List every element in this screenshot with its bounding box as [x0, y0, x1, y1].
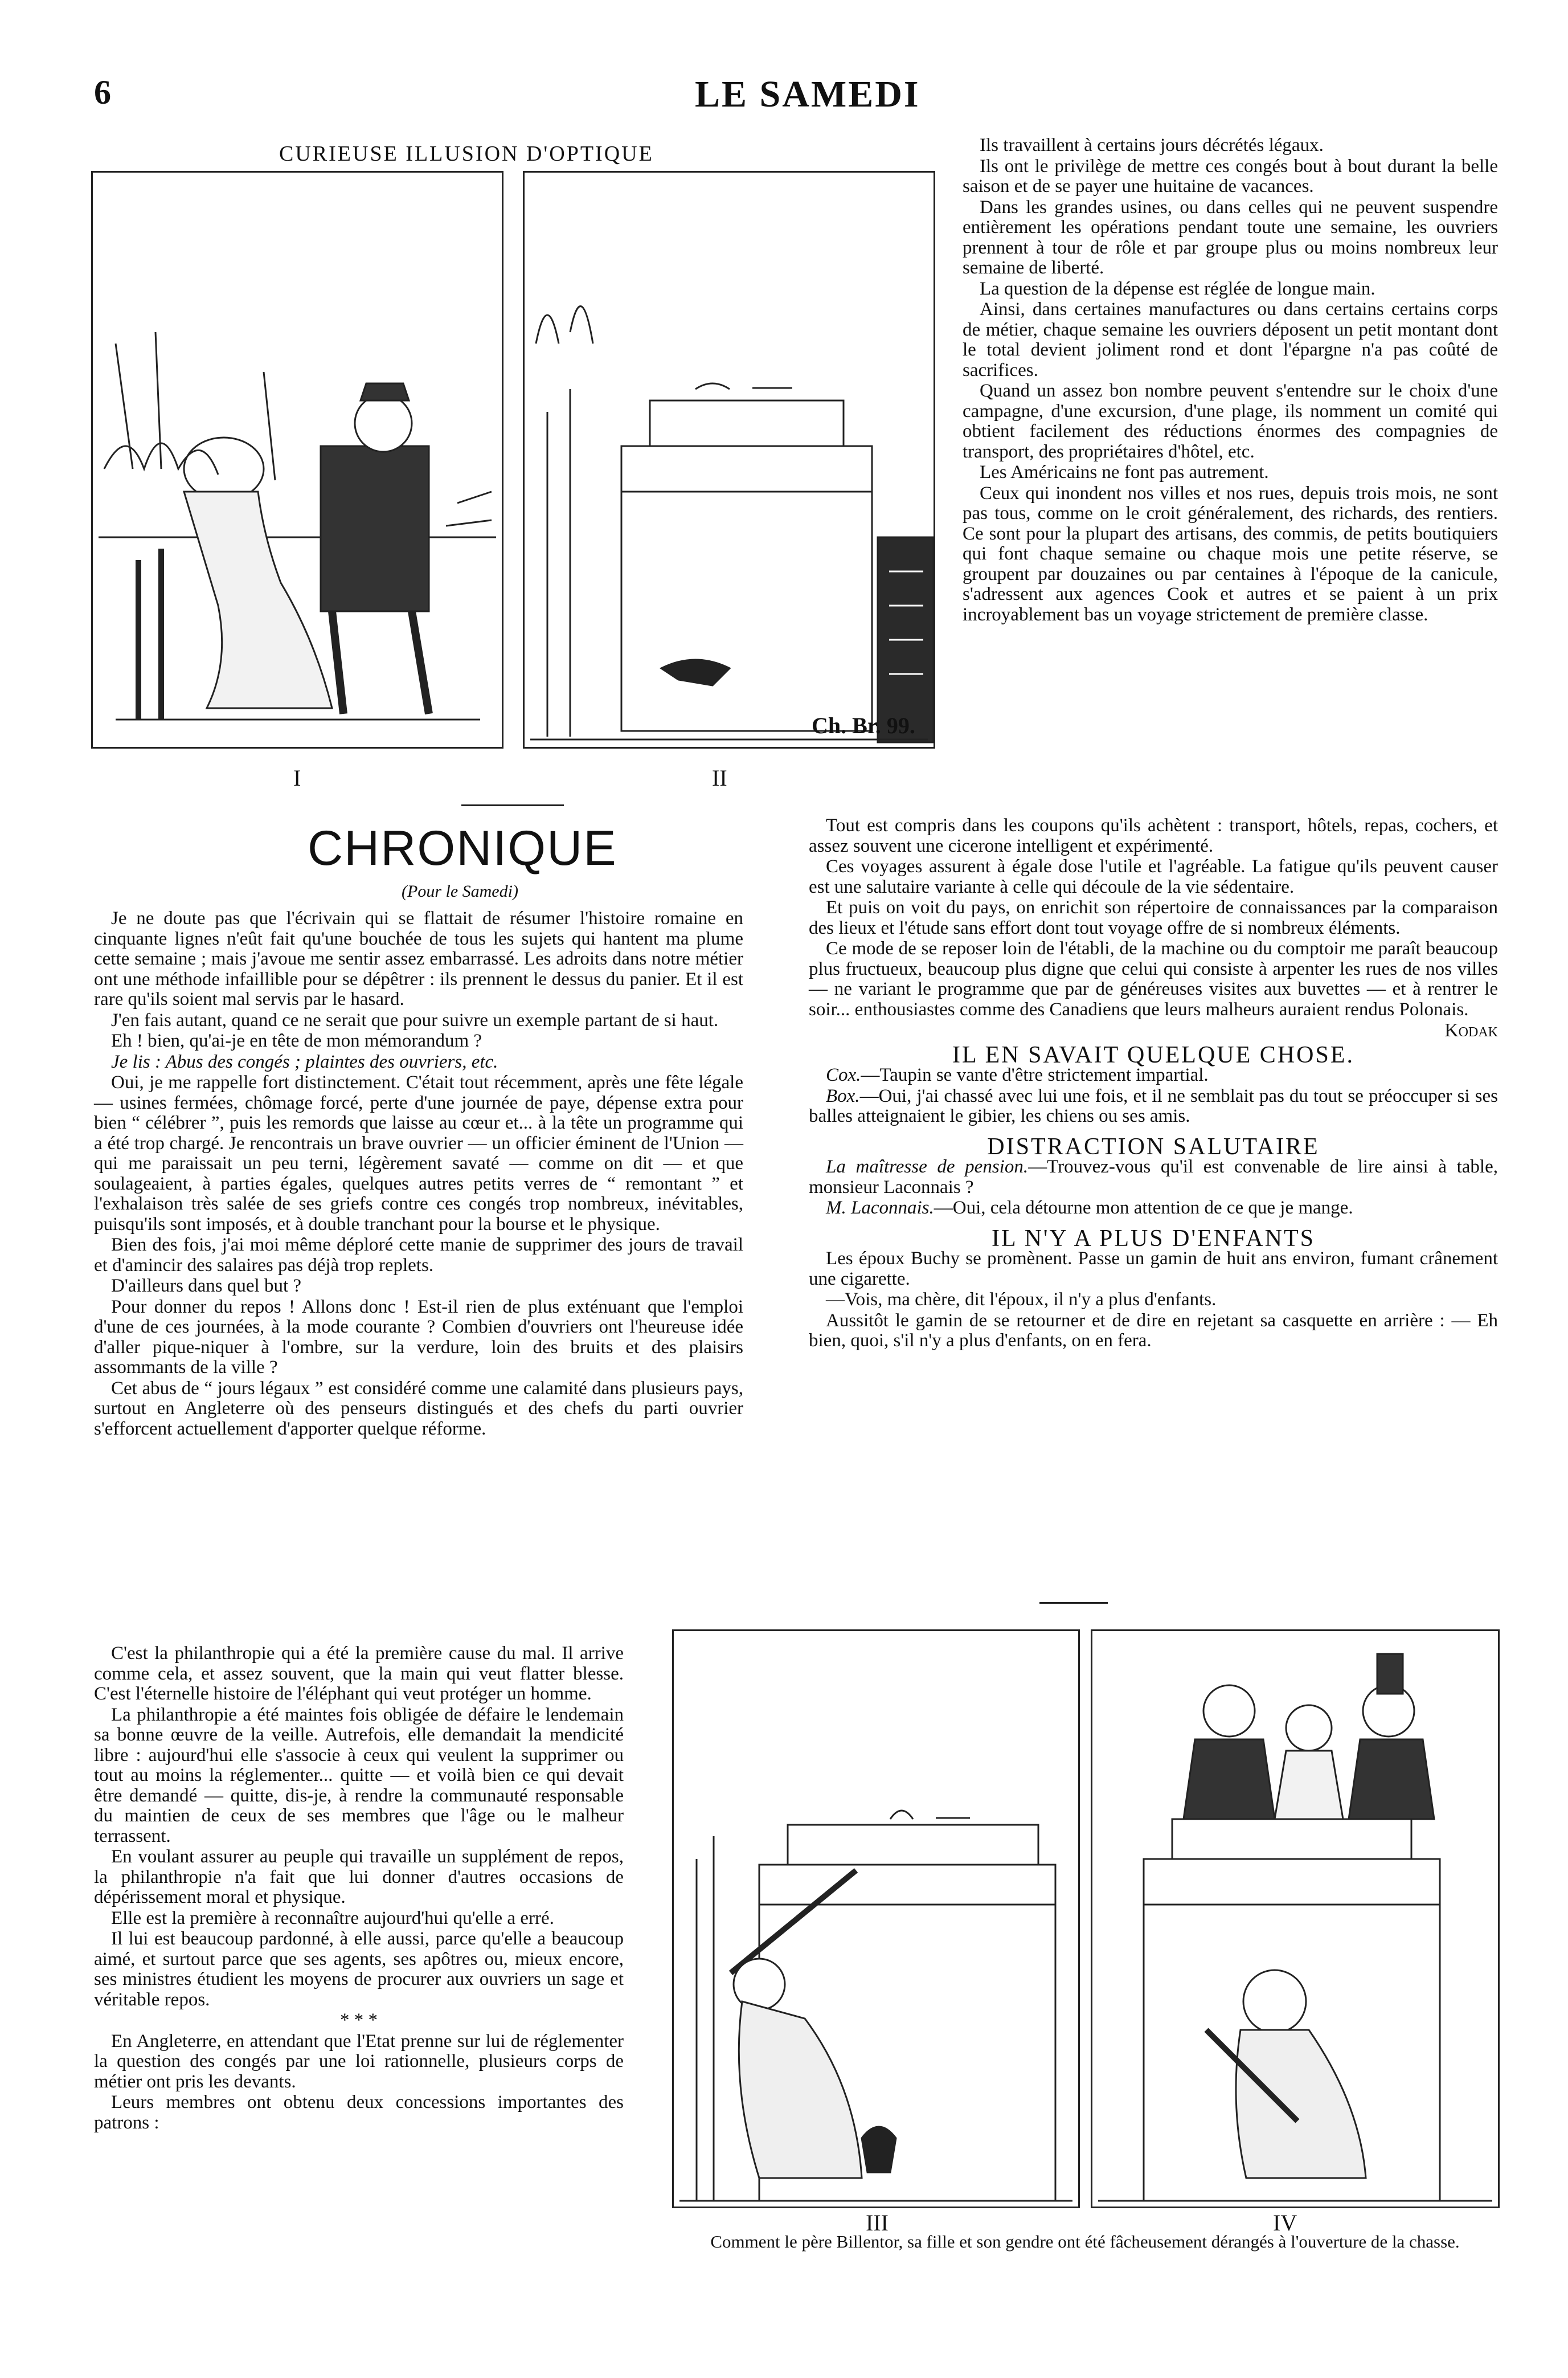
- panel-2-illustration: [523, 171, 935, 749]
- anecdote-line: [809, 1157, 1498, 1198]
- paragraph: Ils ont le privilège de mettre ces congés bout à bout durant la belle saison et de se payer une huitaine de vacances.: [963, 156, 1498, 197]
- paragraph: Je ne doute pas que l'écrivain qui se flattait de résumer l'histoire romaine en cinquante lignes n'eût fait qu'une bouchée de tous les sujets qui hantent ma plume cette semaine ; mais j'avoue me sentir assez embarrassé. Les adroits dans notre métier ont une méthode infaillible pour se dépêtrer : ils prennent le dessus du panier. Et il est rare qu'ils soient mal servis par le hasard.: [94, 908, 743, 1010]
- speaker: Cox.: [826, 1065, 861, 1085]
- line-text: —Oui, cela détourne mon attention de ce que je mange.: [934, 1198, 1353, 1218]
- paragraph: Je lis : Abus des congés ; plaintes des ouvriers, etc.: [111, 1051, 498, 1072]
- paragraph: En voulant assurer au peuple qui travaille un supplément de repos, la philanthropie n'a fait que lui donner d'autres occasions de dépérissement moral et physique.: [94, 1846, 624, 1907]
- panel-3-illustration: [672, 1629, 1080, 2208]
- anecdote-title: DISTRACTION SALUTAIRE: [987, 1133, 1320, 1160]
- chronique-title: CHRONIQUE: [308, 821, 617, 876]
- paragraph: C'est la philanthropie qui a été la première cause du mal. Il arrive comme cela, et assez souvent, que la main qui veut flatter blesse. C'est l'éternelle histoire de l'éléphant qui veut protéger un homme.: [94, 1643, 624, 1704]
- paragraph: Eh ! bien, qu'ai-je en tête de mon mémorandum ?: [111, 1031, 482, 1051]
- paragraph: En Angleterre, en attendant que l'Etat prenne sur lui de réglementer la question des congés par une loi rationnelle, plusieurs corps de métier ont pris les devants.: [94, 2030, 624, 2092]
- paragraph: D'ailleurs dans quel but ?: [111, 1276, 302, 1296]
- artist-signature: Ch. Br. 99.: [812, 713, 915, 738]
- divider: [461, 804, 564, 806]
- chronique-column-right-wide: [809, 816, 1498, 1352]
- paragraph: Tout est compris dans les coupons qu'ils achètent : transport, hôtels, repas, cochers, et assez souvent une cicerone intelligent et expérimenté.: [809, 815, 1498, 856]
- chronique-column-left-narrow: [94, 1644, 624, 2134]
- panel-1-label: I: [293, 765, 301, 791]
- chronique-column-left: [94, 909, 743, 1440]
- speaker: M. Laconnais.: [826, 1198, 934, 1218]
- paragraph: Ils travaillent à certains jours décrétés légaux.: [980, 135, 1324, 156]
- speaker: La maîtresse de pension.: [826, 1157, 1029, 1177]
- anecdote-line: [809, 1198, 1498, 1219]
- paragraph: Bien des fois, j'ai moi même déploré cette manie de supprimer des jours de travail et d'amincir des salaires pas déjà trop replets.: [94, 1235, 743, 1276]
- paragraph: J'en fais autant, quand ce ne serait que pour suivre un exemple partant de si haut.: [111, 1010, 719, 1031]
- paragraph: Quand un assez bon nombre peuvent s'entendre sur le choix d'une campagne, d'une excursion, d'une plage, ils nomment un comité qui obtient facilement des réductions énormes des compagnies de transport, des propriétaires d'hôtel, etc.: [963, 381, 1498, 462]
- speaker: Box.: [826, 1085, 860, 1106]
- paragraph: Ce mode de se reposer loin de l'établi, de la machine ou du comptoir me paraît beaucoup plus fructueux, beaucoup plus digne que celui qui consiste à arpenter les rues de nos villes — ne variant le programme que par de généreuses visites aux buvettes — et à rentrer le soir... enthousiastes comme des Canadiens que leurs malheurs auraient rendus Polonais.: [809, 938, 1498, 1020]
- paragraph: La question de la dépense est réglée de longue main.: [980, 278, 1375, 299]
- paragraph: Les époux Buchy se promènent. Passe un gamin de huit ans environ, fumant crânement une cigarette.: [809, 1248, 1498, 1289]
- anecdote-title: IL EN SAVAIT QUELQUE CHOSE.: [952, 1041, 1354, 1068]
- illusion-title: CURIEUSE ILLUSION D'OPTIQUE: [279, 142, 654, 166]
- paragraph: Il lui est beaucoup pardonné, à elle aussi, parce qu'elle a beaucoup aimé, et surtout parce que ses agents, ses apôtres ou, mieux encore, ses ministres étudient les moyens de procurer aux ouvriers un sage et véritable repos.: [94, 1928, 624, 2010]
- panel-4-label: IV: [1273, 2210, 1297, 2236]
- paragraph: Pour donner du repos ! Allons donc ! Est-il rien de plus exténuant que l'emploi d'une de ces journées, à la mode courante ? Combien d'ouvriers ont l'heureuse idée d'aller pique-niquer à l'ombre, sur la verdure, loin des bruits et des plaisirs assommants de la ville ?: [94, 1296, 743, 1378]
- paragraph: La philanthropie a été maintes fois obligée de défaire le lendemain sa bonne œuvre de la veille. Autrefois, elle demandait la mendicité libre : aujourd'hui elle s'associe à ceux qui veulent la supprimer ou tout au moins la réglementer... quitte — et voilà bien ce qui devait être demandé — quitte, dis-je, à rendre la communauté responsable du maintien de ceux de ses membres que l'âge ou le malheur terrassent.: [94, 1704, 624, 1846]
- line-text: —Trouvez-vous qu'il est convenable de lire ainsi à table, monsieur Laconnais ?: [809, 1157, 1498, 1198]
- panel-3-label: III: [866, 2210, 889, 2236]
- paragraph: Ainsi, dans certaines manufactures ou dans certains certains corps de métier, chaque semaine les ouvriers déposent un petit montant dont le total devient joliment rond et dont l'épargne n'a pas coûté de sacrifices.: [963, 299, 1498, 381]
- line-text: —Oui, j'ai chassé avec lui une fois, et il ne semblait pas du tout se préoccuper si ses balles atteignaient le gibier, les chiens ou ses amis.: [809, 1085, 1498, 1126]
- paragraph: Oui, je me rappelle fort distinctement. C'était tout récemment, après une fête légale — usines fermées, chômage forcé, perte d'une journée de paye, dépense extra pour bien “ célébrer ”, puis les remords que laisse au cœur et... à la tête un programme qui a été trop chargé. Je rencontrais un brave ouvrier — un officier éminent de l'Union — qui me paraissait un peu terni, légèrement savaté — comme on dit — et que soulageaient, à parties égales, quelques autres petits verres de “ remontant ” et l'exhalaison très salée de ses griefs contre ces congés trop nombreux, inévitables, puisqu'ils sont imposés, et à double tranchant pour la bourse et le physique.: [94, 1072, 743, 1235]
- seated-couple-drawing: [93, 173, 502, 747]
- paragraph: Dans les grandes usines, ou dans celles qui ne peuvent suspendre entièrement les opérations pendant toute une semaine, les ouvriers prennent à tour de rôle et par groupe plus ou moins nombreux leur semaine de liberté.: [963, 197, 1498, 278]
- panel-2-label: II: [712, 765, 727, 791]
- panel-4-illustration: [1091, 1629, 1500, 2208]
- paragraph: Les Américains ne font pas autrement.: [980, 462, 1269, 483]
- paragraph: Ces voyages assurent à égale dose l'utile et l'agréable. La fatigue qu'ils peuvent causer est une salutaire variante à celle qui découle de la vie sédentaire.: [809, 856, 1498, 897]
- paragraph: —Vois, ma chère, dit l'époux, il n'y a plus d'enfants.: [826, 1289, 1217, 1310]
- illustration-caption: Comment le père Billentor, sa fille et son gendre ont été fâcheusement dérangés à l'ouverture de la chasse.: [710, 2232, 1460, 2252]
- garden-wall-drawing: [525, 173, 934, 747]
- masthead: LE SAMEDI: [695, 73, 920, 115]
- section-ornament: * * *: [340, 2010, 378, 2030]
- paragraph: Aussitôt le gamin de se retourner et de dire en rejetant sa casquette en arrière : — Eh bien, quoi, s'il n'y a plus d'enfants, on en fera.: [809, 1310, 1498, 1351]
- divider: [1039, 1602, 1108, 1604]
- anecdote-line: [809, 1065, 1498, 1086]
- line-text: —Taupin se vante d'être strictement impartial.: [861, 1065, 1209, 1085]
- hunter-drawing: [674, 1631, 1078, 2207]
- paragraph: Elle est la première à reconnaître aujourd'hui qu'elle a erré.: [111, 1907, 554, 1928]
- paragraph: Cet abus de “ jours légaux ” est considéré comme une calamité dans plusieurs pays, surtout en Angleterre où des penseurs distingués et des chefs du parti ouvrier s'efforcent actuellement d'apporter quelque réforme.: [94, 1378, 743, 1439]
- paragraph: Leurs membres ont obtenu deux concessions importantes des patrons :: [94, 2092, 624, 2133]
- paragraph: Et puis on voit du pays, on enrichit son répertoire de connaissances par la comparaison des lieux et l'étude sans effort dont tout voyage offre de si nombreux éléments.: [809, 897, 1498, 938]
- panel-1-illustration: [91, 171, 503, 749]
- anecdote-title: IL N'Y A PLUS D'ENFANTS: [992, 1225, 1315, 1252]
- chronique-column-right: [963, 136, 1498, 626]
- paragraph: Ceux qui inondent nos villes et nos rues, depuis trois mois, ne sont pas tous, comme on le croit généralement, des richards, des rentiers. Ce sont pour la plupart des artisans, des commis, de petits boutiquiers qui font chaque semaine ou chaque mois une petite réserve, se groupent par douzaines ou par centaines à l'époque de la canicule, s'adressent aux agences Cook et autres et se paient à un prix incroyablement bas un voyage strictement de première classe.: [963, 483, 1498, 625]
- chronique-subtitle: (Pour le Samedi): [402, 882, 518, 901]
- page-number: 6: [94, 73, 111, 111]
- anecdote-line: [809, 1086, 1498, 1127]
- family-over-wall-drawing: [1092, 1631, 1498, 2207]
- chronique-signature: Kodak: [1444, 1020, 1498, 1041]
